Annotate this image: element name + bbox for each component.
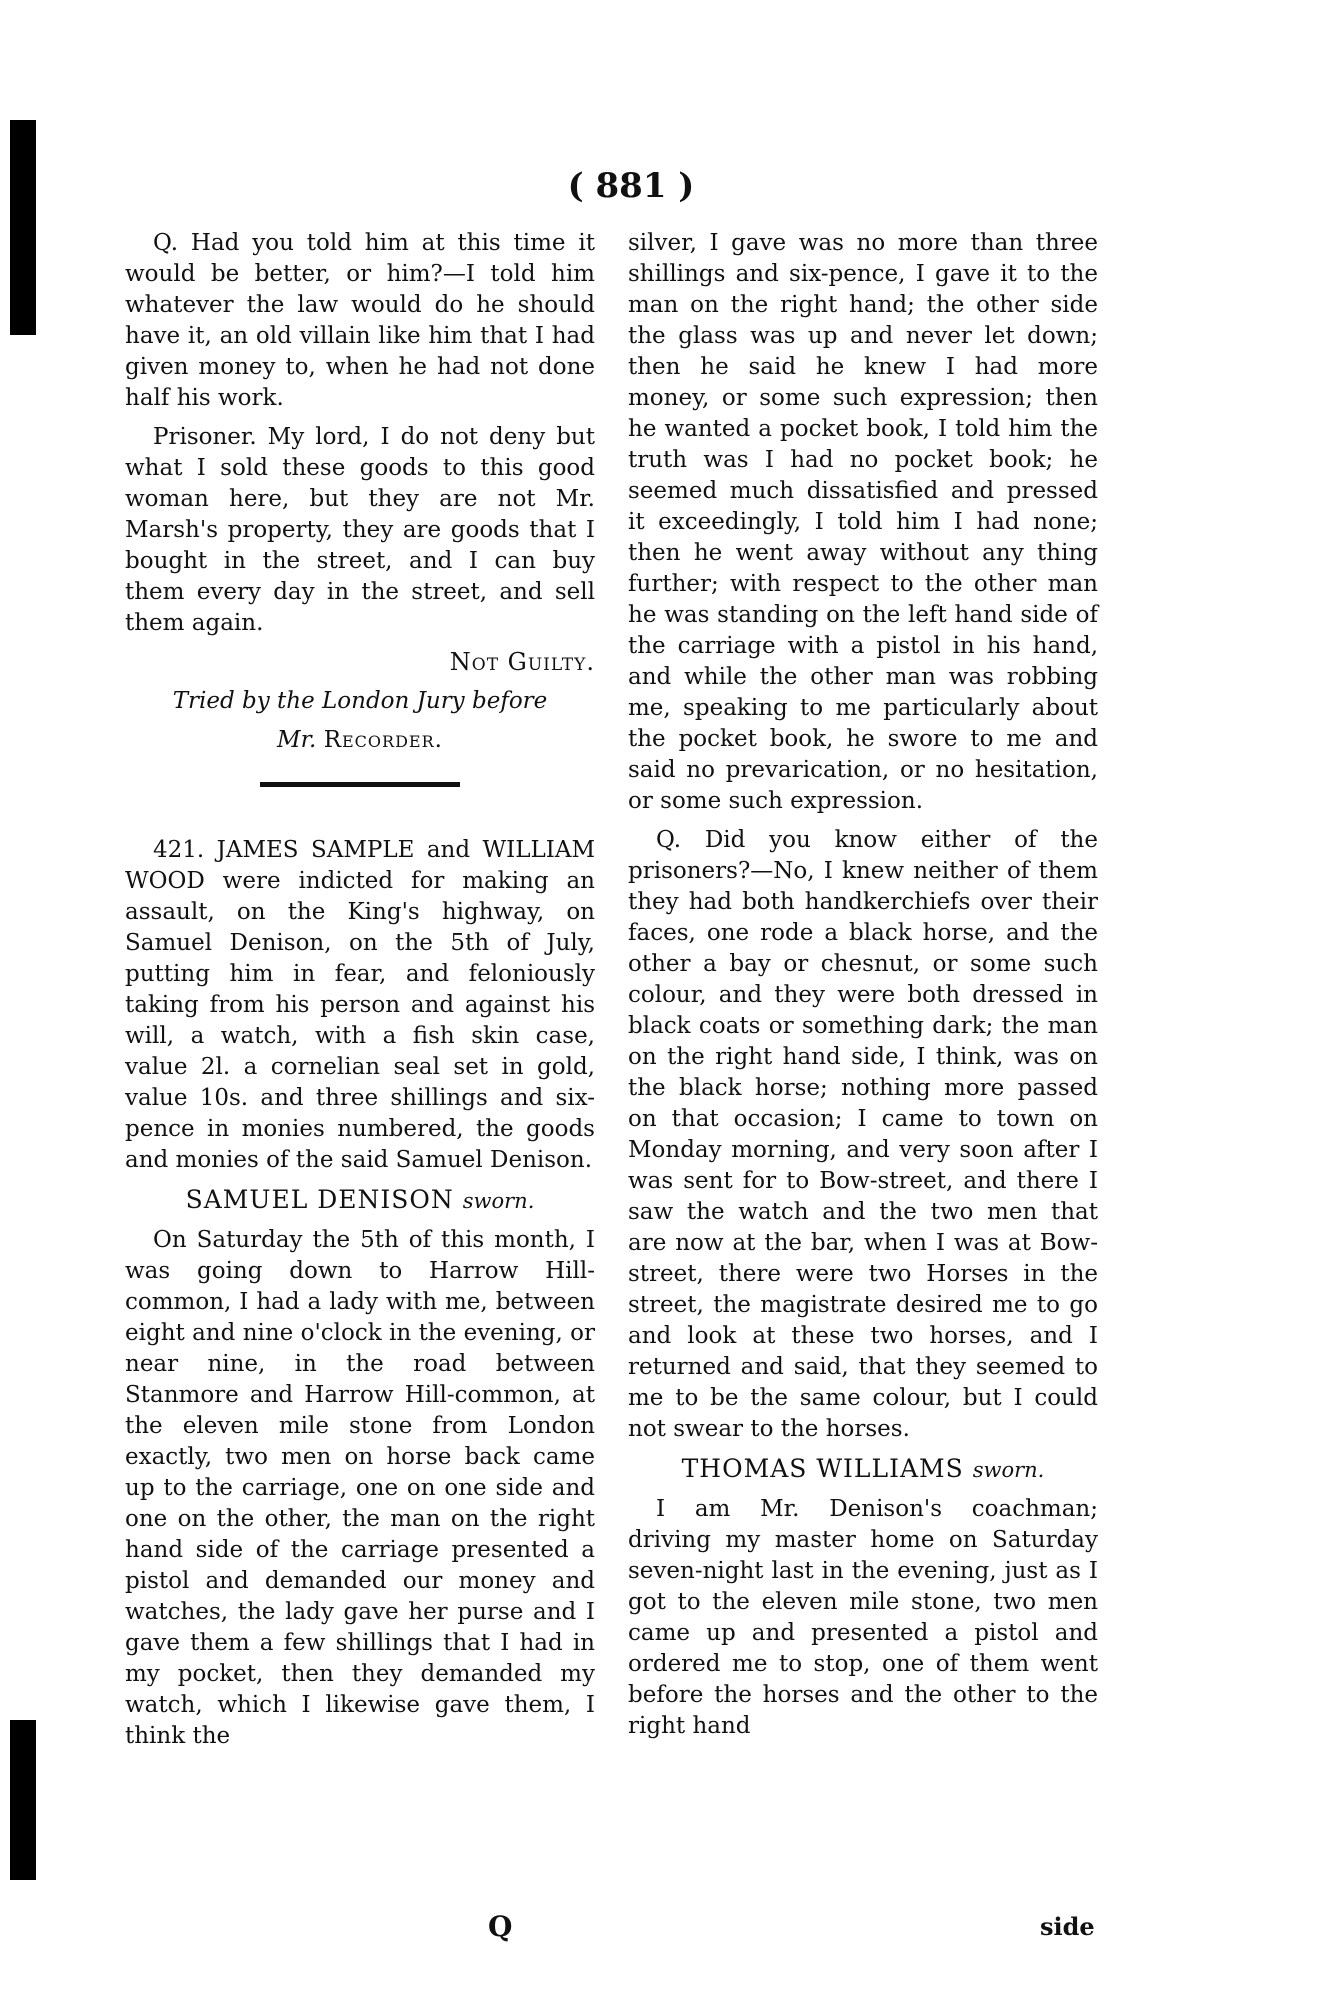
catchword-right: side [1040,1912,1095,1941]
scan-margin-bar-bottom [10,1720,36,1880]
tried-by-line-1: Tried by the London Jury before [172,688,548,714]
williams-testimony: I am Mr. Denison's coachman; driving my master home on Saturday seven-night last in the evening, just as I got to the eleven mile stone, two men came up and presented a pistol and ordered me to stop, one of them went before the horses and the other to the right hand [628,1496,1098,1739]
section-divider [260,782,460,787]
sworn-label: sworn. [462,1189,535,1213]
scan-margin-bar-top [10,120,36,335]
case-indictment: 421. JAMES SAMPLE and WILLIAM WOOD were indicted for making an assault, on the King's highway, on Samuel Denison, on the 5th of July, putting him in fear, and feloniously taking from his person and against his will, a watch, with a fish skin case, value 2l. a cornelian seal set in gold, value 10s. and three shillings and six-pence in monies numbered, the goods and monies of the said Samuel Denison. [125,837,595,1173]
verdict: Not Guilty. [449,648,595,676]
tried-by-title: Mr. [277,727,317,753]
left-column [125,228,595,1760]
denison-testimony: On Saturday the 5th of this month, I was going down to Harrow Hill-common, I had a lady with me, between eight and nine o'clock in the evening, or near nine, in the road between Stanmore and Harrow Hill-common, at the eleven mile stone from London exactly, two men on horse back came up to the carriage, one on one side and one on the other, the man on the right hand side of the carriage presented a pistol and demanded our money and watches, the lady gave her purse and I gave them a few shillings that I had in my pocket, then they demanded my watch, which I likewise gave them, I think the [125,1227,595,1749]
page-number: ( 881 ) [567,166,695,206]
tried-by-recorder: Recorder. [323,727,443,753]
witness-heading-denison [125,1184,595,1217]
catchword-left: Q [488,1910,513,1943]
denison-testimony-continued: silver, I gave was no more than three shillings and six-pence, I gave it to the man on the right hand; the other side the glass was up and never let down; then he said he knew I had more money, or some such expression; then he wanted a pocket book, I told him the truth was I had no pocket book; he seemed much dissatisfied and pressed it exceedingly, I told him I had none; then he went away without any thing further; with respect to the other man he was standing on the left hand side of the carriage with a pistol in his hand, and while the other man was robbing me, speaking to me particularly about the pocket book, he swore to me and said no prevarication, or no hesitation, or some such expression. [628,230,1098,814]
right-column [628,228,1098,1750]
witness-heading-williams [628,1453,1098,1486]
prisoner-statement: Prisoner. My lord, I do not deny but what I sold these goods to this good woman here, but they are not Mr. Marsh's property, they are goods that I bought in the street, and I can buy them every day in the street, and sell them again. [125,424,595,636]
sworn-label: sworn. [972,1458,1045,1482]
witness-name: THOMAS WILLIAMS [681,1454,964,1483]
question-prisoners: Q. Did you know either of the prisoners?—No, I knew neither of them they had both handkerchiefs over their faces, one rode a black horse, and the other a bay or chesnut, or some such colour, and they were both dressed in black coats or something dark; the man on the right hand side, I think, was on the black horse; nothing more passed on that occasion; I came to town on Monday morning, and very soon after I was sent for to Bow-street, and there I saw the watch and the two men that are now at the bar, when I was at Bow-street, there were two Horses in the street, the magistrate desired me to go and look at these two horses, and I returned and said, that they seemed to me to be the same colour, but I could not swear to the horses. [628,827,1098,1442]
question-paragraph: Q. Had you told him at this time it would be better, or him?—I told him whatever the law would do he should have it, an old villain like him that I had given money to, when he had not done half his work. [125,230,595,411]
tried-by-line-2 [125,725,595,756]
witness-name: SAMUEL DENISON [185,1185,454,1214]
